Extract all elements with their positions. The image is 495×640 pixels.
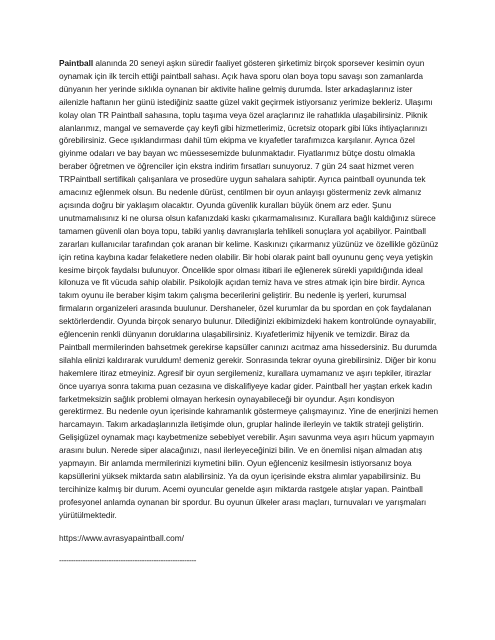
article-body-text: alanında 20 seneyi aşkın süredir faaliyet gösteren şirketimiz birçok sporsever kesimin oyun oynamak için ilk tercih ettiği paintball sahası. Açık hava sporu olan boya topu savaşı son zamanlarda dünyanın her yerinde sıklıkla oynanan bir aktivite haline gelmiş durumda. İster arkadaşlarınız ister ailenizle haftanın her günü istediğiniz saatte güzel vakit geçirmek istiyorsanız yerimize bekleriz. Ulaşımı kolay olan TR Paintball sahasına, toplu taşıma veya özel araçlarınız ile rahatlıkla ulaşabilirsiniz. Piknik alanlarımız, mangal ve semaverde çay keyfi gibi hizmetlerimiz, ücretsiz otopark gibi lüks ihtiyaçlarınızı görebilirsiniz. Gece ışıklandırması dahil tüm ekipma ve kıyafetler tarafımızca karşılanır. Ayrıca özel giyinme odaları ve bay bayan wc müessesemizde bulunmaktadır. Fiyatlarımız bütçe dostu olmakla beraber öğretmen ve öğrenciler için ekstra indirim fırsatları sunuyoruz. 7 gün 24 saat hizmet veren TRPaintball sertifikalı çalışanlara ve prosedüre uygun sahalara sahiptir. Ayrıca paintball oyununda tek amacınız eğlenmek olsun. Bu nedenle dürüst, centilmen bir oyun anlayışı göstermeniz zevk almanız açısında doğru bir yaklaşım olacaktır. Oyunda güvenlik kuralları büyük önem arz eder. Şunu unutmamalısınız ki ne olursa olsun kafanızdaki kaskı çıkarmamalısınız. Kurallara bağlı kaldığınız sürece tamamen güvenli olan boya topu, tabiki yanlış davranışlarla tehlikeli sonuçlara yol açabiliyor. Paintball zararları kullanıcılar tarafından çok aranan bir kelime. Kaskınızı çıkarmanız yüzünüz ve özellikle gözünüz için retina kaybına kadar felaketlere neden olabilir. Bir hobi olarak paint ball oyununu genç veya yetişkin kesime birçok faydalsı bulunuyor. Öncelikle spor olması itibari ile eğlenerek sürekli yapıldığında ideal kilonuza ve fit vücuda sahip olabilir. Psikolojik açıdan temiz hava ve stres atmak için bire birdir. Ayrıca takım oyunu ile beraber kişim takım çalışma becerilerini geliştirir. Bu nedenle iş yerleri, kurumsal firmaların organizeleri arasında buulunur. Dershaneler, özel kurumlar da bu spordan en çok faydalanan sektörlerdendir. Oyunda birçok senaryo bulunur. Dilediğinizi ekibimizdeki hakem kontrolünde oynayabilir, eğlencenin renkli dünyanın doruklarına ulaşabilirsiniz. Kıyafetlerimiz hijyenik ve temizdir. Biraz da Paintball mermilerinden bahsetmek gerekirse kapsüller canınızı acıtmaz ama hissedersiniz. Bu durumda silahla elinizi kaldırarak vuruldum! demeniz gerekir. Sonrasında tekrar oyuna girebilirsiniz. Diğer bir konu hakemlere itiraz etmeyiniz. Agresif bir oyun sergilemeniz, kurallara uymamanız ve aşırı tepkiler, itirazlar önce uyarıya sonra takıma puan cezasına ve diskalifiyeye kadar gider. Paintball her yaştan erkek kadın farketmeksizin sağlık problemi olmayan herkesin oynayabileceği bir oyundur. Aşırı kondisyon gerektirmez. Bu nedenle oyun içerisinde kahramanlık göstermeye çalışmayınız. Yine de enerjinizi hemen harcamayın. Takım arkadaşlarınızla iletişimde olun, gruplar halinde ilerleyin ve taktik strateji geliştirin. Gelişigüzel oynamak maçı kaybetmenize sebebiyet verebilir. Aşırı savunma veya aşırı hücum yapmayın arasını bulun. Nerede siper alacağınızı, nasıl ilerleyeceğinizi bilin. Ve en önemlisi nişan almadan atış yapmayın. Bir anlamda mermilerinizi kıymetini bilin. Oyun eğlenceniz kesilmesin istiyorsanız boya kapsüllerini yüksek miktarda satın alabilirsiniz. Ya da oyun içerisinde ekstra alımlar yapabilirsiniz. Bu tercihinize kalmış bir durum. Acemi oyuncular genelde aşırı miktarda rastgele atışlar yapan. Paintball profesyonel anlamda oynanan bir spordur. Bu oyunun ülkeler arası maçları, turnuvaları ve yarışmaları yürütülmektedir. bbox=[59, 58, 439, 520]
document-page bbox=[59, 57, 439, 566]
website-link-paragraph bbox=[59, 532, 439, 544]
website-link[interactable]: https://www.avrasyapaintball.com/ bbox=[59, 532, 184, 543]
divider-line: ---------------------------------------------------------- bbox=[59, 555, 197, 565]
lead-word: Paintball bbox=[59, 58, 94, 68]
article-body-paragraph bbox=[59, 57, 439, 522]
